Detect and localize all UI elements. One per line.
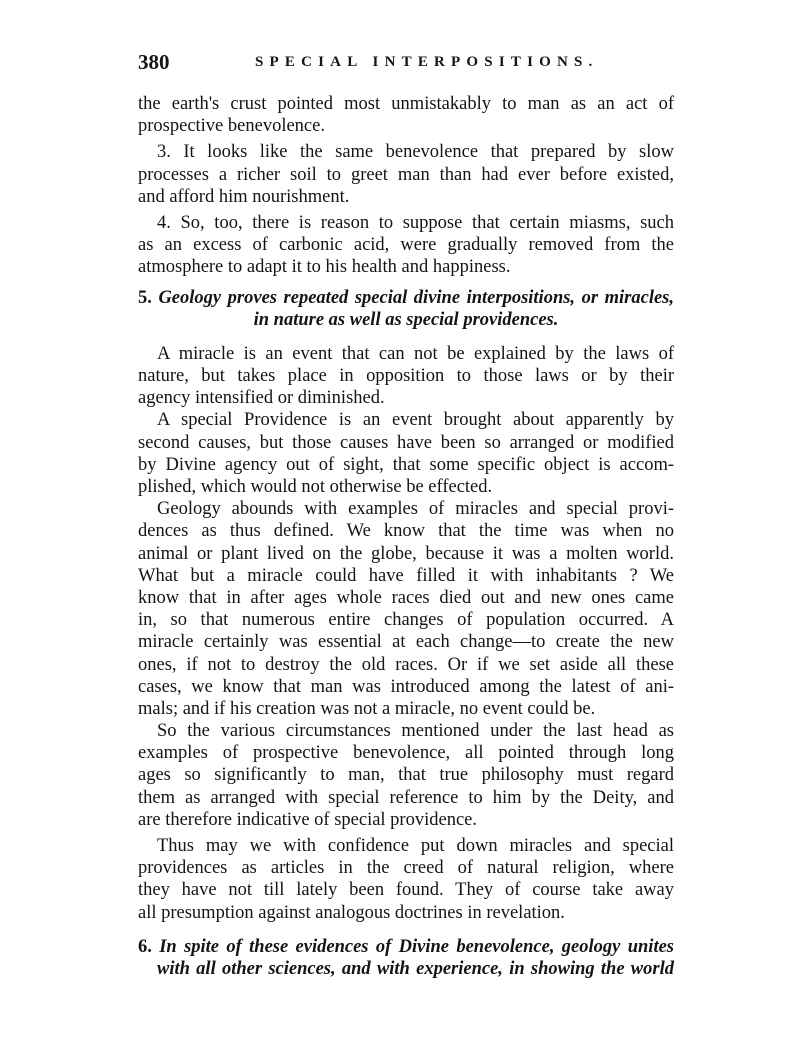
text-line: ones, if not to destroy the old races. Or if we set aside all these: [138, 654, 674, 675]
text-line: by Divine agency out of sight, that some specific object is accom-: [138, 454, 674, 475]
text-line: miracle certainly was essential at each change—to create the new: [138, 632, 674, 653]
running-head: SPECIAL INTERPOSITIONS.: [255, 54, 599, 70]
section-heading-6: [138, 936, 674, 980]
text-line: agency intensified or diminished.: [138, 388, 385, 409]
text-line: prospective benevolence.: [138, 116, 325, 137]
text-line: them as arranged with special reference to him by the Deity, and: [138, 787, 674, 808]
paragraph-point-3: [138, 141, 674, 208]
text-line: mals; and if his creation was not a miracle, no event could be.: [138, 698, 596, 719]
text-line: providences as articles in the creed of natural religion, where: [138, 858, 674, 879]
section-heading-5: [138, 287, 674, 331]
heading-text: Geology proves repeated special divine interpositions, or miracles,: [158, 287, 674, 308]
text-line: as an excess of carbonic acid, were gradually removed from the: [138, 235, 674, 256]
text-line: Thus may we with confidence put down miracles and special: [157, 836, 674, 856]
paragraph-providence-definition: [138, 409, 674, 498]
text-line: atmosphere to adapt it to his health and happiness.: [138, 257, 511, 278]
text-line: the earth's crust pointed most unmistakably to man as an act of: [138, 94, 674, 114]
heading-line: in nature as well as special providences.: [253, 309, 559, 330]
text-line: animal or plant lived on the globe, because it was a molten world.: [138, 543, 674, 564]
text-line: 3. It looks like the same benevolence that prepared by slow: [157, 142, 674, 163]
text-line: Geology abounds with examples of miracles and special provi-: [157, 499, 674, 520]
paragraph-miracle-definition: [138, 343, 674, 410]
text-line: So the various circumstances mentioned under the last head as: [157, 721, 674, 742]
heading-line: [138, 287, 674, 309]
text-line: nature, but takes place in opposition to those laws or by their: [138, 366, 674, 387]
text-line: in, so that numerous entire changes of population occurred. A: [138, 610, 674, 631]
text-line: plished, which would not otherwise be effected.: [138, 477, 493, 497]
text-line: 4. So, too, there is reason to suppose that certain miasms, such: [157, 212, 674, 233]
paragraph-conclusion: [138, 835, 674, 924]
heading-line: [138, 936, 674, 958]
text-line: and afford him nourishment.: [138, 186, 350, 207]
heading-line: with all other sciences, and with experience, in showing the world: [157, 958, 674, 979]
heading-number: 6.: [138, 936, 152, 957]
text-line: processes a richer soil to greet man than had ever before existed,: [138, 164, 674, 185]
text-line: A miracle is an event that can not be explained by the laws of: [157, 343, 674, 364]
text-line: cases, we know that man was introduced among the latest of ani-: [138, 676, 674, 697]
heading-text: In spite of these evidences of Divine benevolence, geology unites: [159, 936, 674, 957]
text-line: examples of prospective benevolence, all pointed through long: [138, 743, 674, 764]
text-line: ages so significantly to man, that true philosophy must regard: [138, 765, 674, 786]
text-line: A special Providence is an event brought about apparently by: [157, 410, 674, 431]
text-line: dences as thus defined. We know that the time was when no: [138, 521, 674, 542]
paragraph-1: [138, 93, 674, 137]
paragraph-point-4: [138, 212, 674, 279]
heading-number: 5.: [138, 287, 152, 308]
text-line: they have not till lately been found. They of course take away: [138, 880, 674, 901]
page-header: [138, 50, 678, 78]
page-number: 380: [138, 50, 170, 74]
paragraph-geology-examples: [138, 498, 674, 720]
text-line: What but a miracle could have filled it with inhabitants ? We: [138, 565, 674, 586]
paragraph-circumstances: [138, 720, 674, 831]
text-line: all presumption against analogous doctrines in revelation.: [138, 902, 565, 923]
text-line: second causes, but those causes have been so arranged or modified: [138, 432, 674, 453]
text-line: know that in after ages whole races died out and new ones came: [138, 587, 674, 608]
body-text: [138, 93, 674, 980]
text-line: are therefore indicative of special providence.: [138, 809, 477, 830]
